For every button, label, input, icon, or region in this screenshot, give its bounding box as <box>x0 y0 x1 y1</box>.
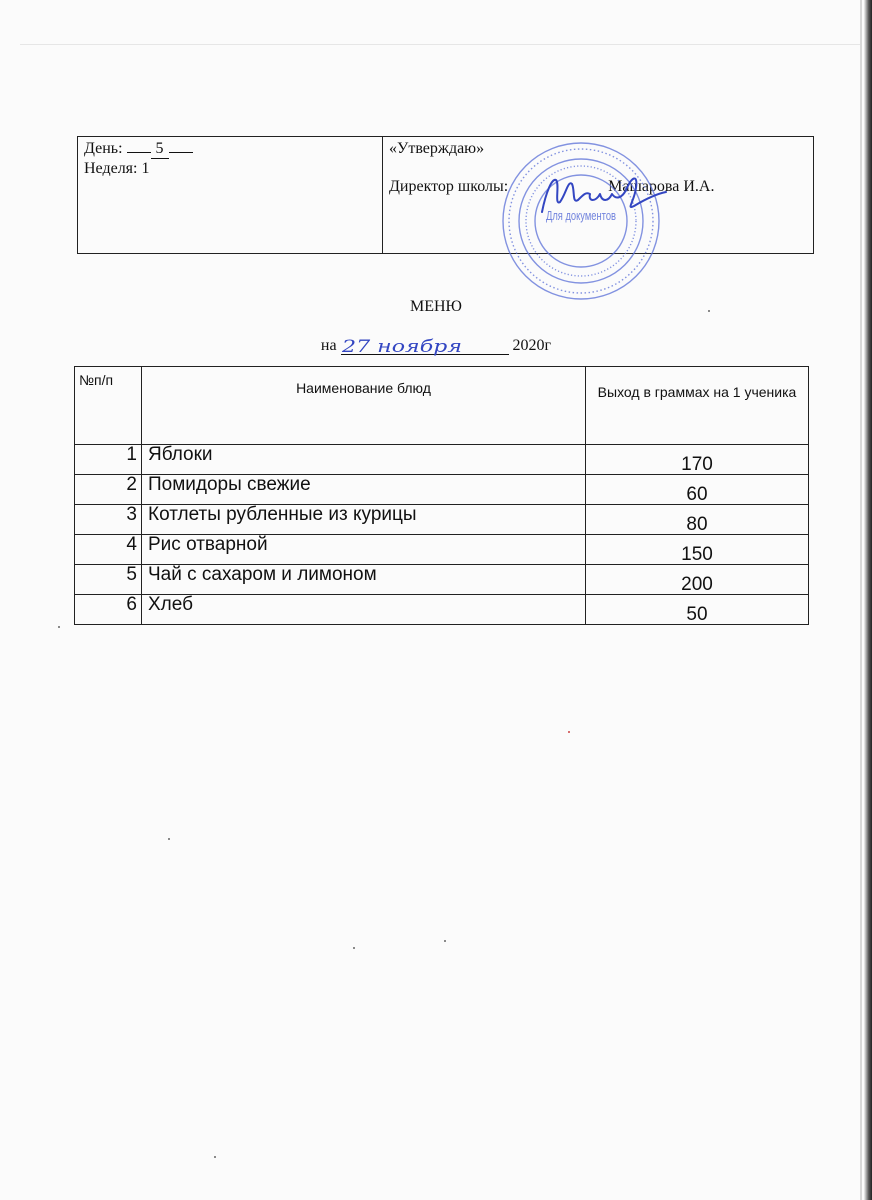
table-row <box>75 445 809 475</box>
header-left-cell <box>78 137 383 254</box>
week-line <box>84 159 376 178</box>
day-value: 5 <box>151 139 169 159</box>
table-row <box>75 505 809 535</box>
dish-name: Яблоки <box>142 445 586 475</box>
table-row <box>75 535 809 565</box>
school-stamp-icon <box>500 140 662 302</box>
table-row <box>75 565 809 595</box>
col-header-dish: Наименование блюд <box>142 367 586 445</box>
dish-name: Чай с сахаром и лимоном <box>142 565 586 595</box>
director-label: Директор школы: <box>389 178 509 195</box>
dish-name: Рис отварной <box>142 535 586 565</box>
scan-speck <box>708 310 710 312</box>
stamp-text: Для документов <box>546 208 617 223</box>
scan-edge-shadow <box>860 0 862 1200</box>
row-number: 4 <box>75 535 142 565</box>
date-prefix: на <box>320 337 337 354</box>
svg-text:27 ноября: 27 ноября <box>340 337 462 357</box>
week-label: Неделя: <box>84 160 138 177</box>
day-line <box>84 139 376 159</box>
page-title: МЕНЮ <box>410 298 462 315</box>
row-number: 2 <box>75 475 142 505</box>
dish-grams: 60 <box>586 475 809 505</box>
row-number: 6 <box>75 595 142 625</box>
scan-speck <box>568 731 570 733</box>
day-label: День: <box>84 140 123 157</box>
director-signature <box>538 172 670 218</box>
dish-name: Котлеты рубленные из курицы <box>142 505 586 535</box>
scan-speck <box>58 626 60 628</box>
director-name: Машарова И.А. <box>608 178 715 195</box>
date-handwritten <box>340 332 468 358</box>
dish-grams: 150 <box>586 535 809 565</box>
dish-name: Помидоры свежие <box>142 475 586 505</box>
row-number: 1 <box>75 445 142 475</box>
approve-text: «Утверждаю» <box>389 140 485 157</box>
dish-grams: 80 <box>586 505 809 535</box>
dish-name: Хлеб <box>142 595 586 625</box>
col-header-grams: Выход в граммах на 1 ученика <box>586 367 809 445</box>
row-number: 3 <box>75 505 142 535</box>
scan-edge <box>864 0 872 1200</box>
table-row <box>75 595 809 625</box>
col-header-number: №п/п <box>75 367 142 445</box>
dish-grams: 200 <box>586 565 809 595</box>
week-value: 1 <box>141 160 150 177</box>
scan-artifact-line <box>20 44 860 45</box>
menu-table <box>74 366 809 625</box>
scan-speck <box>168 838 170 840</box>
dish-grams: 170 <box>586 445 809 475</box>
table-row <box>75 475 809 505</box>
scan-speck <box>214 1156 216 1158</box>
scan-speck <box>353 947 355 949</box>
row-number: 5 <box>75 565 142 595</box>
dish-grams: 50 <box>586 595 809 625</box>
scan-speck <box>444 940 446 942</box>
date-year: 2020г <box>512 337 552 354</box>
header-table <box>77 136 814 254</box>
